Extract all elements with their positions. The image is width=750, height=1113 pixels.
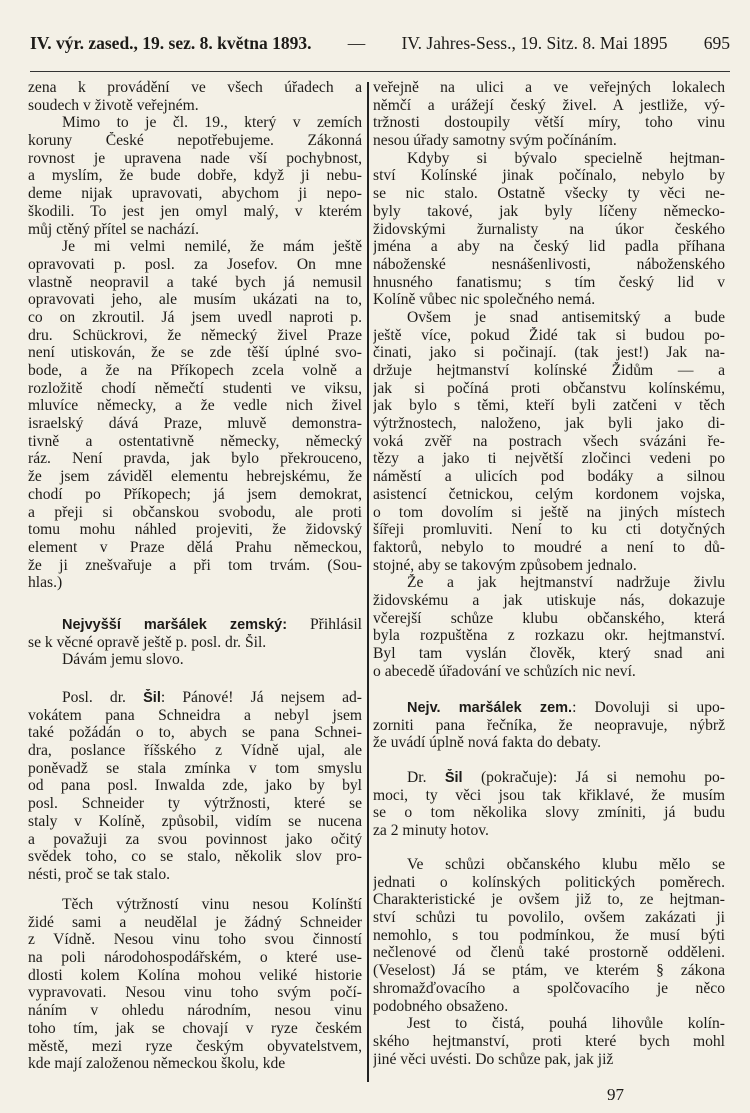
text-line: kde mají založenou německou školu, kde	[28, 1055, 286, 1073]
text-line: se k věcné opravě ještě p. posl. dr. Šil.	[28, 633, 267, 651]
text-line: soudech v životě veřejném.	[28, 96, 199, 114]
text-line: za 2 minuty hotov.	[373, 822, 489, 840]
text-line: koruny České nepotřebujeme. Zákonná	[28, 132, 362, 150]
text-line: můj ctěný přítel se nachází.	[28, 220, 200, 238]
text-line: se o tom několika slovy zmíniti, já budu	[373, 804, 725, 822]
text-line: Že a jak hejtmanství nadržuje živlu	[407, 574, 725, 592]
speech-text: : Dovoluji si upo-	[572, 699, 725, 716]
text-line: poněvadž se stala zmínka v tom smyslu	[28, 759, 362, 777]
text-line: výtržnostech, naloženo, jak byli jako di-	[373, 415, 725, 433]
text-line: není utiskován, že se zde těší úplné svo-	[28, 344, 362, 362]
speaker-name: Šil	[444, 770, 463, 786]
speaker-prefix: Posl. dr.	[62, 689, 144, 706]
text-line: shromažďovacího a spolčovacího je něco	[373, 979, 725, 997]
text-line: deme nijak upravovati, abychom ji nepo-	[28, 185, 362, 203]
text-line: dlosti kolem Kolína mohou veliké historie	[28, 966, 362, 984]
text-line: nesou úřady samotny svým počínáním.	[373, 132, 617, 150]
text-block	[28, 689, 362, 884]
text-line: svědek toho, co se stalo, několik slov pro-	[28, 848, 362, 866]
text-line: tomu mohu náhled projeviti, že židovský	[28, 521, 362, 539]
header-page-number: 695	[703, 33, 730, 53]
text-line: ještě více, pokud Židé tak si budou po-	[373, 326, 725, 344]
text-line: nésti, proč se tak stalo.	[28, 865, 171, 883]
text-line: od pana posl. Inwalda zde, jako by byl	[28, 777, 362, 795]
text-line	[28, 616, 362, 634]
text-block	[373, 856, 725, 1068]
text-line: vlastně neopravil a také bych já nemusil	[28, 273, 362, 291]
text-line: opravovati jeho, ale musím ukázati na to,	[28, 291, 362, 309]
column-divider	[367, 82, 369, 1082]
text-line: včerejší schůze klubu občanského, která	[373, 609, 725, 627]
text-line: hnusného fanatismu; s tím český lid v	[373, 273, 725, 291]
text-line: byly takové, jak byly líčeny německo-	[373, 202, 725, 220]
text-line: veřejně na ulici a ve veřejných lokalech	[373, 79, 725, 96]
text-line: tivně a ostentativně německy, německý	[28, 432, 362, 450]
text-line: Byl tam vyslán člověk, který snad ani	[373, 645, 725, 662]
header-german: IV. Jahres-Sess., 19. Sitz. 8. Mai 1895	[401, 33, 668, 53]
text-line: nemohlo, s tou podmínkou, že musí býti	[373, 926, 725, 944]
text-line: že uvádí úplně nová fakta do debaty.	[373, 734, 602, 752]
text-line: že ji znešvařuje a při tom trvám. (Sou-	[28, 556, 362, 574]
text-line: chodí po Příkopech; já jsem demokrat,	[28, 485, 362, 503]
speech-text: : Pánové! Já nejsem ad-	[160, 689, 362, 706]
text-line: náním v ohledu národním, nesou vinu	[28, 1002, 362, 1020]
text-line: Těch výtržností vinu nesou Kolínští	[62, 896, 362, 913]
text-line: ství Kolínské jinak počínalo, nebylo by	[373, 167, 725, 185]
header-czech: IV. výr. zased., 19. sez. 8. května 1893.	[30, 33, 312, 53]
text-line: dru. Schückrovi, že německý živel Praze	[28, 326, 362, 344]
text-line: městě, mezi ryze českým obyvatelstvem,	[28, 1037, 362, 1055]
text-line: z Vídně. Nesou vinu toho svou činností	[28, 931, 362, 949]
text-line: a myslím, že bude dobře, když ji nebu-	[28, 167, 362, 185]
text-line: mluvíce německy, a že vedle nich živel	[28, 397, 362, 415]
text-line: židovskému a jak utiskuje nás, dokazuje	[373, 591, 725, 609]
text-line: a považuji za svou povinnost jako očitý	[28, 830, 362, 848]
speaker-prefix: Dr.	[407, 769, 445, 786]
text-line: Dávám jemu slovo.	[62, 651, 184, 669]
text-line: o tom dovolím si ještě na jiných místech	[373, 503, 725, 521]
text-line: jednati o kolínských politických poměrech.	[373, 873, 725, 891]
text-line	[28, 689, 362, 707]
text-block	[373, 699, 725, 752]
text-line: Je mi velmi nemilé, že mám ještě	[62, 238, 362, 256]
text-line: škodili. To jest jen omyl malý, v kterém	[28, 202, 362, 220]
text-line: element v Praze dělá Prahu německou,	[28, 538, 362, 556]
text-line: o abecedě úřadování ve schůzích nic neví.	[373, 662, 636, 680]
text-line: (Veselost) Já se ptám, ve kterém § zákona	[373, 962, 725, 980]
text-line: stojné, aby se takovým způsobem jednalo.	[373, 556, 637, 574]
text-line: asistencí četnickou, celým kordonem vojska,	[373, 485, 725, 503]
header-rule	[30, 71, 730, 72]
speech-text: (pokračuje): Já si nemohu po-	[462, 769, 725, 786]
text-line: jiné věci uvésti. Do schůze pak, jak již	[373, 1050, 614, 1068]
text-line: Ovšem je snad antisemitský a bude	[407, 308, 725, 326]
text-line: také požádán o to, abych se pana Schnei-	[28, 724, 362, 742]
text-line: náboženské nesnášenlivosti, náboženského	[373, 255, 725, 273]
text-line: dra, poslance říšského z Vídně ujal, ale	[28, 742, 362, 760]
text-line: opravovati p. posl. za Josefov. On mne	[28, 255, 362, 273]
text-line: vokátem pana Schneidra a nebyl jsem	[28, 706, 362, 724]
text-line: jak bylo s těmi, kteří byli zatčeni v těch	[373, 397, 725, 415]
text-line: voká zvěř na postrach všech svázáni ře-	[373, 432, 725, 450]
text-line: židé sami a neudělal je žádný Schneider	[28, 913, 362, 931]
text-line	[373, 769, 725, 787]
text-line: byla rozpuštěna z rozkazu okr. hejtmanství.	[373, 627, 725, 645]
text-line: židovskými žurnalisty na úkor českého	[373, 220, 725, 238]
text-line: Jest to čistá, pouhá lihovůle kolín-	[407, 1015, 725, 1033]
speaker-name: Šil	[143, 690, 161, 706]
text-line: vypravovati. Nesou vinu toho svým počí-	[28, 984, 362, 1002]
text-line: se nic stalo. Ostatně všecky ty věci ne-	[373, 185, 725, 203]
text-line: ráz. Není pravda, jak bylo překrouceno,	[28, 450, 362, 468]
text-line: staly v Kolíně, způsobil, vidím se nucena	[28, 812, 362, 830]
text-line: zena k provádění ve všech úřadech a	[28, 79, 362, 96]
text-line: hlas.)	[28, 574, 63, 592]
text-line: Kdyby si bývalo specielně hejtman-	[407, 149, 725, 167]
text-line: moci, ty věci jsou tak křiklavé, že musím	[373, 786, 725, 804]
text-line: Mimo to je čl. 19., který v zemích	[62, 114, 362, 132]
text-line: co on zkroutil. Já jsem uvedl naproti p.	[28, 308, 362, 326]
text-line: ství schůzi tu povolilo, ovšem zakázati ji	[373, 909, 725, 927]
text-block	[28, 616, 362, 669]
text-line: činati, jako si počinají. (tak jest!) Jak na-	[373, 344, 725, 362]
text-line: Charakteristické je ovšem již to, ze hejtman-	[373, 891, 725, 909]
text-line: israelský dává Praze, mluvě demonstra-	[28, 415, 362, 433]
text-line: Ve schůzi občanského klubu mělo se	[407, 856, 725, 873]
signature-number: 97	[607, 1085, 624, 1104]
text-line	[373, 699, 725, 717]
text-line: zorniti pana řečníka, že neopravuje, nýbrž	[373, 716, 725, 734]
text-line: na poli národohospodářském, o které use-	[28, 949, 362, 967]
running-header	[30, 33, 730, 57]
text-line: tržnosti dostoupily větší míry, toho vinu	[373, 114, 725, 132]
text-line: bode, a že na Příkopech zcela volně a	[28, 362, 362, 379]
text-line: faktorů, nebylo to moudré a není to dů-	[373, 538, 725, 556]
speaker-name: Nejv. maršálek zem.	[407, 700, 573, 716]
text-line: němčí a urážejí český živel. A jestliže, vý-	[373, 96, 725, 114]
text-block	[373, 769, 725, 840]
text-line: jména a aby na český lid padla příhana	[373, 238, 725, 256]
text-line: že jsem záviděl elementu hebrejskému, že	[28, 468, 362, 486]
text-line: náměstí a ulicích pod bodáky a silnou	[373, 468, 725, 486]
speech-text: Přihlásil	[287, 616, 362, 633]
text-line: a přeji si občanskou svobodu, ale proti	[28, 503, 362, 521]
text-line: rovnost je upravena nade vší pochybnost,	[28, 149, 362, 167]
text-line: nečlenové od členů také prostorně odděleni.	[373, 944, 725, 962]
header-dash: —	[347, 33, 366, 53]
text-block	[373, 79, 725, 680]
text-line: tězy a jako ti největší zločinci vedeni po	[373, 450, 725, 468]
text-block	[28, 896, 362, 1073]
text-line: držuje hejtmanství kolínské Židům — a	[373, 362, 725, 379]
text-line: jak si počíná proti občanstvu kolínskému,	[373, 379, 725, 397]
speaker-name: Nejvyšší maršálek zemský:	[62, 617, 288, 633]
text-line: šířeji promluviti. Není to ku cti dotyčných	[373, 521, 725, 539]
text-block	[28, 79, 362, 592]
text-line: Kolíně vůbec nic společného nemá.	[373, 291, 596, 309]
text-line: podobného obsaženo.	[373, 997, 509, 1015]
text-line: toho tím, jak se chovají v ryze českém	[28, 1019, 362, 1037]
text-line: ského hejtmanství, proti které bych mohl	[373, 1032, 725, 1050]
text-line: rozložitě chodí němečtí studenti ve viksu,	[28, 379, 362, 397]
text-line: posl. Schneider ty výtržnosti, které se	[28, 795, 362, 813]
